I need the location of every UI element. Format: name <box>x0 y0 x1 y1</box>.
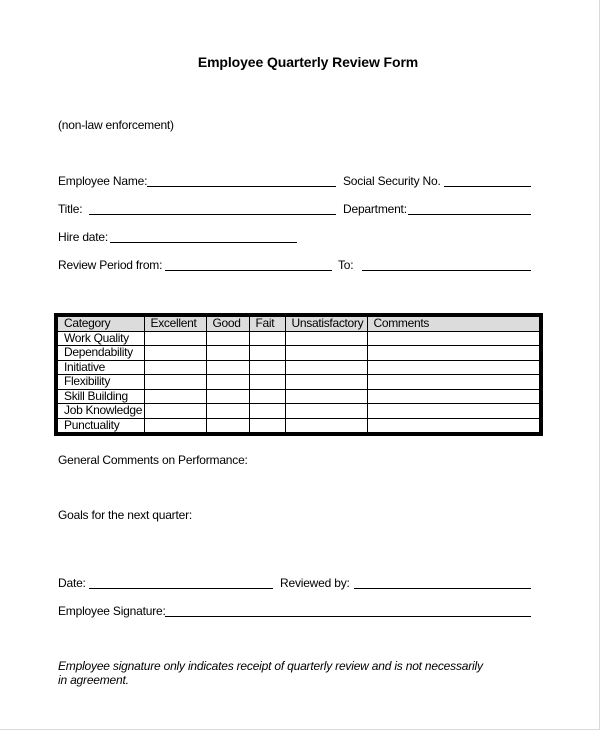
header-fair: Fait <box>249 315 285 331</box>
rating-fair-cell[interactable] <box>249 346 285 361</box>
reviewed-by-label: Reviewed by: <box>280 576 350 590</box>
rating-unsatisfactory-cell[interactable] <box>285 418 367 434</box>
category-cell: Flexibility <box>56 375 144 390</box>
header-good: Good <box>206 315 249 331</box>
table-row <box>56 346 541 361</box>
comments-cell[interactable] <box>367 389 541 404</box>
rating-excellent-cell[interactable] <box>144 418 206 434</box>
employee-signature-label: Employee Signature: <box>58 604 166 618</box>
rating-unsatisfactory-cell[interactable] <box>285 375 367 390</box>
category-cell: Dependability <box>56 346 144 361</box>
title-field[interactable] <box>89 214 336 215</box>
rating-unsatisfactory-cell[interactable] <box>285 404 367 419</box>
rating-good-cell[interactable] <box>206 360 249 375</box>
header-category: Category <box>56 315 144 331</box>
rating-unsatisfactory-cell[interactable] <box>285 360 367 375</box>
employee-name-label: Employee Name: <box>58 174 148 188</box>
rating-fair-cell[interactable] <box>249 375 285 390</box>
rating-good-cell[interactable] <box>206 346 249 361</box>
form-subtitle: (non-law enforcement) <box>58 118 174 132</box>
comments-cell[interactable] <box>367 331 541 346</box>
rating-table <box>54 313 543 436</box>
rating-excellent-cell[interactable] <box>144 389 206 404</box>
hire-date-label: Hire date: <box>58 230 109 244</box>
employee-name-field[interactable] <box>147 186 336 187</box>
rating-fair-cell[interactable] <box>249 360 285 375</box>
rating-good-cell[interactable] <box>206 375 249 390</box>
rating-good-cell[interactable] <box>206 331 249 346</box>
date-label: Date: <box>58 576 86 590</box>
general-comments-label: General Comments on Performance: <box>58 453 248 467</box>
rating-table-header <box>56 315 541 331</box>
department-label: Department: <box>343 202 407 216</box>
table-row <box>56 375 541 390</box>
table-row <box>56 418 541 434</box>
rating-excellent-cell[interactable] <box>144 331 206 346</box>
rating-unsatisfactory-cell[interactable] <box>285 346 367 361</box>
review-period-from-label: Review Period from: <box>58 258 163 272</box>
table-row <box>56 389 541 404</box>
header-unsatisfactory: Unsatisfactory <box>285 315 367 331</box>
rating-good-cell[interactable] <box>206 389 249 404</box>
rating-excellent-cell[interactable] <box>144 404 206 419</box>
category-cell: Initiative <box>56 360 144 375</box>
rating-unsatisfactory-cell[interactable] <box>285 331 367 346</box>
rating-fair-cell[interactable] <box>249 418 285 434</box>
footnote-line-1: Employee signature only indicates receipt of quarterly review and is not necessarily <box>58 659 483 673</box>
hire-date-field[interactable] <box>110 242 297 243</box>
header-excellent: Excellent <box>144 315 206 331</box>
comments-cell[interactable] <box>367 418 541 434</box>
rating-excellent-cell[interactable] <box>144 360 206 375</box>
department-field[interactable] <box>408 214 531 215</box>
review-period-to-label: To: <box>338 258 354 272</box>
review-period-from-field[interactable] <box>165 270 332 271</box>
table-row <box>56 331 541 346</box>
category-cell: Job Knowledge <box>56 404 144 419</box>
comments-cell[interactable] <box>367 346 541 361</box>
rating-excellent-cell[interactable] <box>144 346 206 361</box>
review-period-to-field[interactable] <box>362 270 531 271</box>
rating-fair-cell[interactable] <box>249 331 285 346</box>
ssn-field[interactable] <box>444 186 531 187</box>
comments-cell[interactable] <box>367 360 541 375</box>
rating-fair-cell[interactable] <box>249 404 285 419</box>
table-row <box>56 360 541 375</box>
footnote-line-2: in agreement. <box>58 673 129 687</box>
ssn-label: Social Security No. <box>343 174 441 188</box>
category-cell: Punctuality <box>56 418 144 434</box>
title-label: Title: <box>58 202 83 216</box>
rating-good-cell[interactable] <box>206 404 249 419</box>
header-comments: Comments <box>367 315 541 331</box>
comments-cell[interactable] <box>367 375 541 390</box>
rating-unsatisfactory-cell[interactable] <box>285 389 367 404</box>
table-row <box>56 404 541 419</box>
category-cell: Work Quality <box>56 331 144 346</box>
form-title: Employee Quarterly Review Form <box>197 54 419 70</box>
reviewed-by-field[interactable] <box>354 588 531 589</box>
employee-signature-field[interactable] <box>165 616 531 617</box>
comments-cell[interactable] <box>367 404 541 419</box>
date-field[interactable] <box>89 588 273 589</box>
rating-good-cell[interactable] <box>206 418 249 434</box>
rating-excellent-cell[interactable] <box>144 375 206 390</box>
rating-fair-cell[interactable] <box>249 389 285 404</box>
goals-label: Goals for the next quarter: <box>58 508 193 522</box>
category-cell: Skill Building <box>56 389 144 404</box>
